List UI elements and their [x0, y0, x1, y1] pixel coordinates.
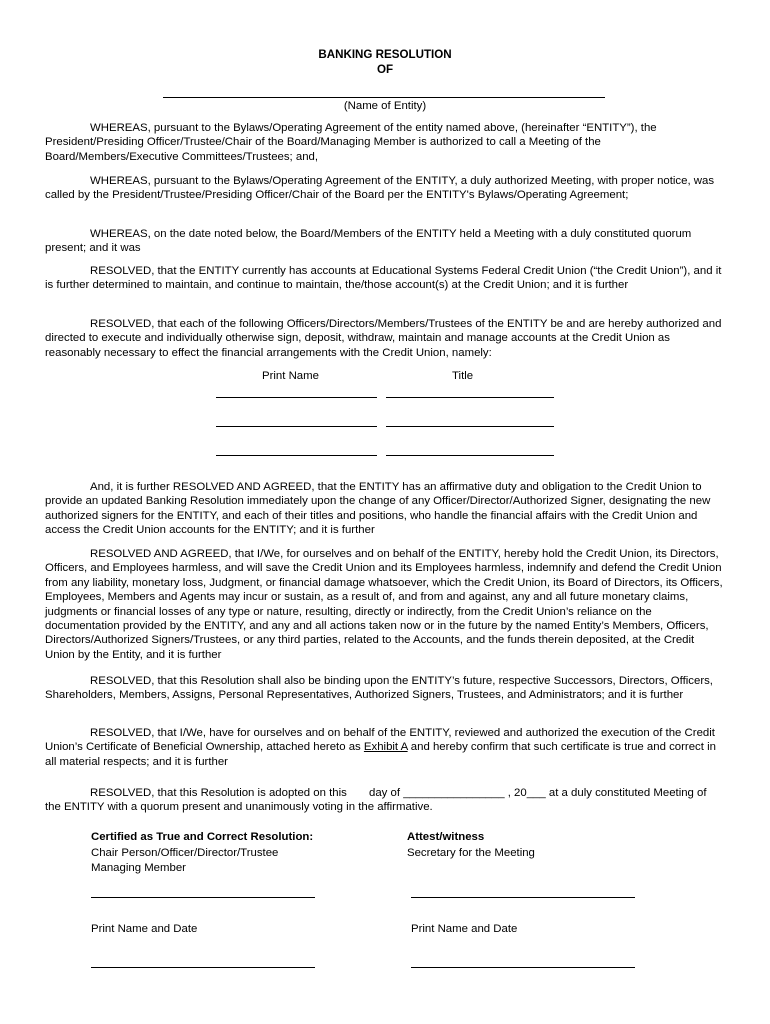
entity-name-label: (Name of Entity) [343, 100, 427, 112]
attest-heading: Attest/witness [407, 831, 485, 843]
resolved-paragraph-adoption [45, 786, 723, 815]
paragraph-text: RESOLVED, that the ENTITY currently has accounts at Educational Systems Federal Credit Union (“the Credit Union”), and it is further determined to maintain, and continue to maintain, the/those account(s) at the Credit Union; and it is further [45, 265, 722, 292]
entity-name-line[interactable] [163, 97, 605, 98]
resolved-agreed-paragraph-1 [45, 480, 723, 538]
paragraph-text: RESOLVED, that each of the following Officers/Directors/Members/Trustees of the ENTITY be and are hereby authorized and directed to execute and individually otherwise sign, deposit, withdraw, maintain and manage accounts at the Credit Union as reasonably necessary to effect the financial arrangements with the Credit Union, namely: [45, 318, 722, 359]
paragraph-text: RESOLVED AND AGREED, that I/We, for ourselves and on behalf of the ENTITY, hereby hold the Credit Union, its Directors, Officers, and Employees harmless, and will save the Credit Union and its Employees harmless, indemnify and defend the Credit Union from any liability, monetary loss, Judgment, or financial damage whatsoever, which the Credit Union, its Board of Directors, its Officers, Employees, Members and Agents may incur or sustain, as a result of, and from and against, any and all future monetary claims, judgments or financial losses of any type or nature, resulting, directly or indirectly, from the Credit Union’s reliance on the documentation provided by the ENTITY, and any and all actions taken now or in the future by the named Entity’s Members, Officers, Directors/Authorized Signers/Trustees, or any third parties, related to the Accounts, and the funds therein deposited, at the Credit Union by the Entity, and it is further [45, 548, 723, 661]
paragraph-text: And, it is further RESOLVED AND AGREED, that the ENTITY has an affirmative duty and obligation to the Credit Union to provide an updated Banking Resolution immediately upon the change of any Officer/Director/Authorized Signer, designating the new authorized signers for the ENTITY, and each of their titles and positions, who handle the financial affairs with the Credit Union and access the Credit Union accounts for the ENTITY; and it is further [45, 481, 711, 537]
resolved-paragraph-4 [45, 726, 723, 769]
print-name-column-header: Print Name [262, 370, 319, 382]
document-title: BANKING RESOLUTION [318, 48, 452, 61]
paragraph-text: RESOLVED, that this Resolution is adopted on this day of ________________ , 20___ at a duly constituted Meeting of the ENTITY with a quorum present and unanimously voting in the affirmative. [45, 787, 710, 814]
paragraph-text: and hereby confirm that such certificate is true and correct in all material respects; and it is further [45, 741, 716, 768]
attest-signature-line[interactable] [411, 897, 635, 898]
certified-signature-line[interactable] [91, 897, 315, 898]
resolved-paragraph-3 [45, 674, 723, 703]
signer-title-line-1[interactable] [386, 397, 554, 398]
whereas-paragraph-2 [45, 174, 723, 203]
certified-heading: Certified as True and Correct Resolution: [91, 831, 314, 843]
resolved-paragraph-1 [45, 264, 723, 293]
certified-role-line-1: Chair Person/Officer/Director/Trustee [91, 847, 279, 859]
signer-title-line-2[interactable] [386, 426, 554, 427]
resolved-agreed-paragraph-2 [45, 547, 723, 662]
signer-name-line-1[interactable] [216, 397, 377, 398]
signer-title-line-3[interactable] [386, 455, 554, 456]
attest-print-name-line[interactable] [411, 967, 635, 968]
signer-name-line-2[interactable] [216, 426, 377, 427]
whereas-paragraph-3 [45, 227, 723, 256]
title-column-header: Title [452, 370, 474, 382]
certified-role-line-2: Managing Member [91, 862, 186, 874]
attest-print-name-label: Print Name and Date [411, 923, 518, 935]
certified-print-name-line[interactable] [91, 967, 315, 968]
certified-print-name-label: Print Name and Date [91, 923, 198, 935]
attest-role-line-1: Secretary for the Meeting [407, 847, 535, 859]
paragraph-text: RESOLVED, that this Resolution shall also be binding upon the ENTITY’s future, respective Successors, Directors, Officers, Shareholders, Members, Assigns, Personal Representatives, Authorized Signers, Trustees, and Administrators; and it is further [45, 675, 713, 702]
document-title-of: OF [376, 63, 394, 76]
whereas-paragraph-1 [45, 121, 723, 164]
signer-name-line-3[interactable] [216, 455, 377, 456]
paragraph-text: WHEREAS, pursuant to the Bylaws/Operating Agreement of the entity named above, (hereinafter “ENTITY”), the President/Presiding Officer/Trustee/Chair of the Board/Managing Member is authorized to call a Meeting of the Board/Members/Executive Committees/Trustees; and, [45, 122, 657, 163]
paragraph-text: RESOLVED, that I/We, have for ourselves and on behalf of the ENTITY, reviewed and authorized the execution of the Credit Union’s Certificate of Beneficial Ownership, attached hereto as [45, 727, 715, 754]
paragraph-text: WHEREAS, pursuant to the Bylaws/Operating Agreement of the ENTITY, a duly authorized Meeting, with proper notice, was called by the President/Trustee/Presiding Officer/Chair of the Board per the ENTITY's Bylaws/Operating Agreement; [45, 175, 715, 202]
exhibit-a-link[interactable]: Exhibit A [363, 741, 408, 754]
paragraph-text: WHEREAS, on the date noted below, the Board/Members of the ENTITY held a Meeting with a duly constituted quorum present; and it was [45, 228, 692, 255]
resolved-paragraph-2 [45, 317, 723, 360]
